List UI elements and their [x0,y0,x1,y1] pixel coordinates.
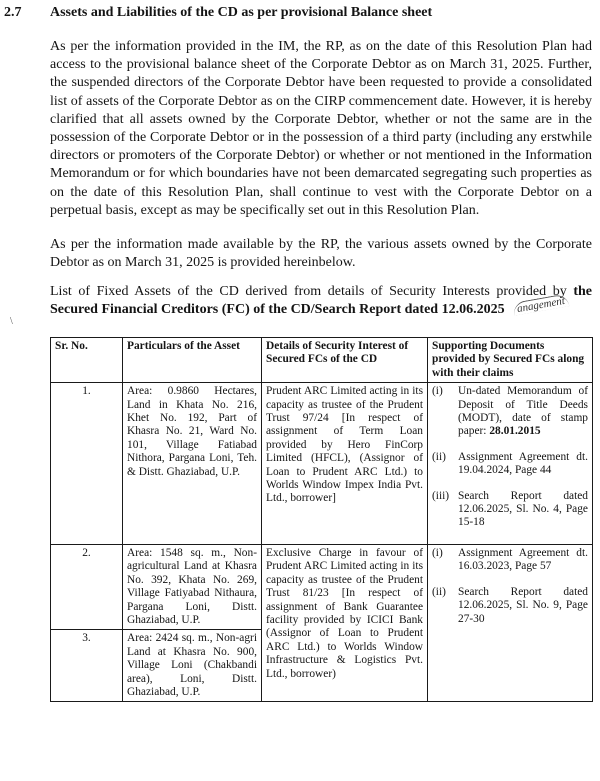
paragraph-assets-intro: As per the information made available by the RP, the various assets owned by the Corporate Debtor as on March 31, 2025 is provided hereinbelow. [50,237,592,271]
document-number: (ii) [432,585,446,598]
paragraph-fixed-assets-list [50,283,592,319]
document-number: (i) [432,546,443,559]
fixed-assets-bold-text: the Secured Financial Creditors (FC) of the CD/Search Report dated 12.06.2025 [50,284,592,318]
stamp-mark: anagement [512,293,570,316]
document-text: Assignment Agreement dt. 16.03.2023, Page 57 [458,546,588,573]
document-number: (i) [432,385,443,398]
table-header-row [51,338,593,383]
document-item [432,586,588,626]
document-text: Assignment Agreement dt. 19.04.2024, Page 44 [458,450,588,477]
row-2-sr: 2. [51,544,123,629]
row-3-asset: Area: 2424 sq. m., Non-agri Land at Khasra No. 900, Village Loni (Chakbandi area), Loni, Distt. Ghaziabad, U.P. [123,630,262,702]
paragraph-balance-sheet: As per the information provided in the IM, the RP, as on the date of this Resolution Plan had access to the provisional balance sheet of the Corporate Debtor as on March 31, 2025. Further, the suspended directors of the Corporate Debtor have been requested to provide a consolidated list of assets of the Corporate Debtor as on the CIRP commencement date. However, it is hereby clarified that all assets owned by the Corporate Debtor, whether or not the same are in the possession of the Corporate Debtor or in the possession of a third party (including any erstwhile directors or promoters of the Corporate Debtor) or whether or not mentioned in the Information Memorandum or for which boundaries have not been demarcated segregating such properties as on the date of this Resolution Plan, shall continue to vest with the Corporate Debtor on a perpetual basis, except as may be specifically set out in this Resolution Plan. [50,39,592,218]
document-item [432,547,588,574]
header-sr-no: Sr. No. [51,338,123,383]
rows-2-3-details: Exclusive Charge in favour of Prudent ARC Limited acting in its capacity as trustee of the Prudent Trust 81/23 [In respect of assignment of Bank Guarantee facility provided by ICICI Bank (Assignor of Loan to Prudent ARC Ltd.) to Worlds Window Infrastructure & Logistics Pvt. Ltd., borrower) [262,544,428,701]
document-item [432,490,588,530]
table-row [51,544,593,629]
section-number: 2.7 [4,5,22,20]
header-documents: Supporting Documents provided by Secured FCs along with their claims [428,338,593,383]
row-3-sr: 3. [51,630,123,702]
margin-mark: \ [10,316,13,327]
rows-2-3-documents [428,544,593,701]
header-details: Details of Security Interest of Secured FCs of the CD [262,338,428,383]
document-item [432,385,588,439]
row-1-documents [428,383,593,545]
row-1-details: Prudent ARC Limited acting in its capacity as trustee of the Prudent Trust 97/24 [In respect of assignment of Term Loan provided by Hero FinCorp Limited (HFCL), (Assignor of Loan to Prudent ARC Ltd.) to Worlds Window Impex India Pvt. Ltd., borrower] [262,383,428,545]
document-number: (ii) [432,450,446,463]
fixed-assets-lead-text: List of Fixed Assets of the CD derived from details of Security Interests provided by [50,284,574,299]
document-date: 28.01.2015 [489,425,541,438]
row-2-asset: Area: 1548 sq. m., Non-agricultural Land at Khasra No. 392, Khata No. 269, Village Fatiyabad Nithaura, Pargana Loni, Distt. Ghaziabad, U.P. [123,544,262,629]
document-item [432,451,588,478]
document-text: Search Report dated 12.06.2025, Sl. No. 4, Page 15-18 [458,489,588,529]
document-number: (iii) [432,489,450,502]
document-text: Un-dated Memorandum of Deposit of Title Deeds (MODT), date of stamp paper: [458,385,588,438]
table-row [51,383,593,545]
section-title: Assets and Liabilities of the CD as per provisional Balance sheet [50,5,433,20]
fixed-assets-table [50,337,593,702]
row-1-asset: Area: 0.9860 Hectares, Land in Khata No. 216, Khet No. 192, Part of Khasra No. 21, Ward No. 101, Village Fatiabad Nithora, Pargana Loni, Teh. & Distt. Ghaziabad, U.P. [123,383,262,545]
document-text: Search Report dated 12.06.2025, Sl. No. 9, Page 27-30 [458,585,588,625]
row-1-sr: 1. [51,383,123,545]
header-particulars: Particulars of the Asset [123,338,262,383]
